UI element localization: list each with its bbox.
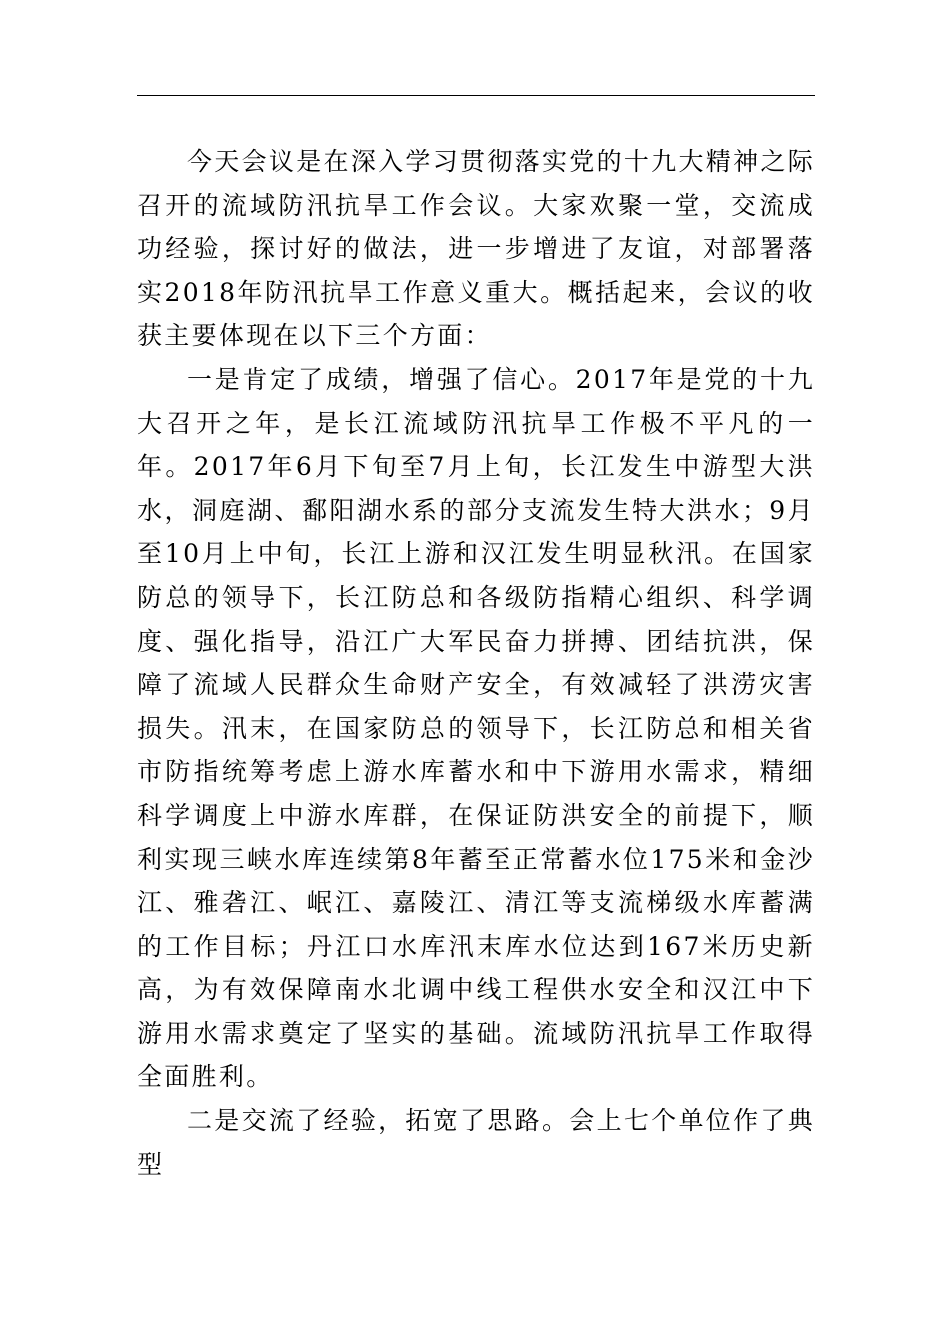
paragraph-intro: 今天会议是在深入学习贯彻落实党的十九大精神之际召开的流域防汛抗旱工作会议。大家欢聚一堂，交流成功经验，探讨好的做法，进一步增进了友谊，对部署落实2018年防汛抗旱工作意义重大。概括起来，会议的收获主要体现在以下三个方面： [137, 147, 815, 351]
header-rule [137, 95, 815, 96]
document-body [137, 140, 815, 1186]
paragraph-point-one: 一是肯定了成绩，增强了信心。2017年是党的十九大召开之年，是长江流域防汛抗旱工作极不平凡的一年。2017年6月下旬至7月上旬，长江发生中游型大洪水，洞庭湖、鄱阳湖水系的部分支流发生特大洪水；9月至10月上中旬，长江上游和汉江发生明显秋汛。在国家防总的领导下，长江防总和各级防指精心组织、科学调度、强化指导，沿江广大军民奋力拼搏、团结抗洪，保障了流域人民群众生命财产安全，有效减轻了洪涝灾害损失。汛末，在国家防总的领导下，长江防总和相关省市防指统筹考虑上游水库蓄水和中下游用水需求，精细科学调度上中游水库群，在保证防洪安全的前提下，顺利实现三峡水库连续第8年蓄至正常蓄水位175米和金沙江、雅砻江、岷江、嘉陵江、清江等支流梯级水库蓄满的工作目标；丹江口水库汛末库水位达到167米历史新高，为有效保障南水北调中线工程供水安全和汉江中下游用水需求奠定了坚实的基础。流域防汛抗旱工作取得全面胜利。 [137, 364, 815, 1092]
paragraph-point-two: 二是交流了经验，拓宽了思路。会上七个单位作了典型 [137, 1106, 815, 1179]
